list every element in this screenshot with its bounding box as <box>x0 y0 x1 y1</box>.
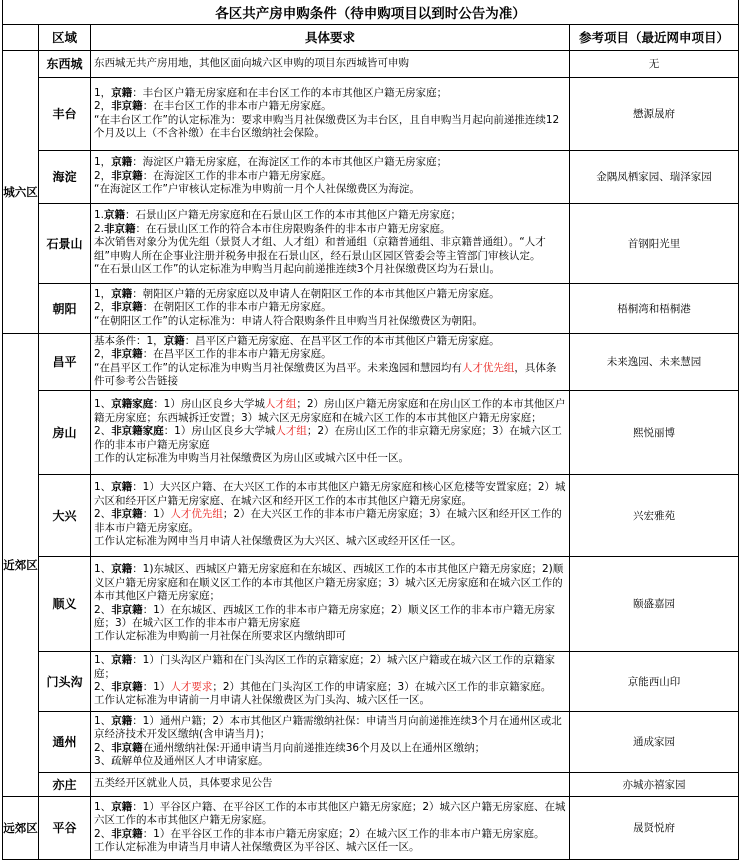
district-name: 丰台 <box>39 77 91 150</box>
highlight-text: 人才优先组 <box>170 508 223 521</box>
requirement-text: ：1）房山区良乡大学城 <box>163 425 276 438</box>
table-row <box>3 390 739 474</box>
requirement-text: ：1）房山区良乡大学城 <box>153 398 265 411</box>
requirement-text: 2、 <box>94 741 112 754</box>
requirement-line <box>94 563 566 603</box>
requirement-line <box>94 742 566 755</box>
requirements-cell <box>91 772 570 796</box>
requirement-text: 1， <box>94 287 112 300</box>
requirement-text: ：1)东城区、西城区户籍无房家庭和在东城区、西城区工作的本市其他区户籍无房家庭；2)顺义区户籍无房家庭和在顺义区工作的本市其他区户籍无房家庭；3）城六区无房家庭和在城六区工作的本市其他区户籍无房家庭； <box>94 563 564 603</box>
district-name: 通州 <box>39 711 91 772</box>
requirement-text: 非京籍 <box>111 169 143 182</box>
requirement-text: 1、 <box>94 800 112 813</box>
highlight-text: 人才组 <box>275 425 307 438</box>
requirement-text: ：在海淀区工作的非本市户籍无房家庭。 <box>142 169 332 182</box>
requirement-text: 2， <box>94 348 112 361</box>
table-row <box>3 203 739 283</box>
requirement-line <box>94 315 566 328</box>
requirement-text: ；2）在房山区工作的非京籍无房家庭；3）在城六区工作的非本市户籍无房家庭 <box>94 425 562 451</box>
requirement-text: 工作认定标准为网申当月申请人社保缴费区为大兴区、城六区或经开区任一区。 <box>94 535 462 548</box>
requirement-text: ；2）其他在门头沟区工作的申请家庭；3）在城六区工作的非京籍家庭。 <box>212 681 552 693</box>
requirement-text: 2、 <box>94 425 112 438</box>
requirements-cell <box>91 150 570 203</box>
district-name: 石景山 <box>39 203 91 283</box>
district-name: 大兴 <box>39 474 91 556</box>
requirement-line <box>94 777 566 790</box>
requirement-text: ：1） <box>142 681 171 693</box>
group-near: 近郊区 <box>3 333 39 796</box>
requirements-cell <box>91 203 570 283</box>
requirement-text: 2、 <box>94 508 112 521</box>
table-row <box>3 283 739 333</box>
requirement-text: 非京籍 <box>111 827 143 840</box>
requirement-text: “在朝阳区工作”的认定标准为：申请人符合限购条件且申购当月社保缴费区为朝阳。 <box>94 314 483 327</box>
requirement-text: 京籍 <box>104 209 126 222</box>
requirement-line <box>94 681 566 694</box>
requirement-line <box>94 535 566 548</box>
reference-project: 兴宏雅苑 <box>570 474 739 556</box>
requirement-line <box>94 841 566 854</box>
reference-project: 晟贤悦府 <box>570 796 739 859</box>
requirement-text: ：1）在平谷区工作的非本市户籍无房家庭；2）在城六区工作的非本市户籍无房家庭。 <box>142 827 545 840</box>
requirement-text: 工作认定标准为申请当月申请人社保缴费区为平谷区、城六区任一区。 <box>94 840 420 853</box>
requirement-text: 京籍 <box>111 654 133 667</box>
table-row <box>3 50 739 77</box>
requirement-text: 工作的认定标准为申购当月社保缴费区为房山区或城六区中任一区。 <box>94 452 409 465</box>
requirement-line <box>94 57 566 70</box>
district-name: 平谷 <box>39 796 91 859</box>
requirement-text: ；2）在大兴区工作的非本市户籍无房家庭；3）在城六区和经开区工作的非本市户籍无房家庭。 <box>94 508 562 534</box>
requirement-line <box>94 755 566 768</box>
requirement-line <box>94 335 566 348</box>
requirement-text: ：石景山区户籍无房家庭和在石景山区工作的本市其他区户籍无房家庭； <box>125 209 462 222</box>
requirement-line <box>94 694 566 707</box>
reference-project: 通成家园 <box>570 711 739 772</box>
requirement-line <box>94 87 566 100</box>
requirement-line <box>94 654 566 681</box>
requirement-line <box>94 715 566 742</box>
requirement-text: ：在朝阳区工作的非本市户籍无房家庭。 <box>142 301 332 314</box>
requirement-line <box>94 425 566 452</box>
header-blank <box>3 24 39 50</box>
requirement-text: 本次销售对象分为优先组（景贤人才组、人才组）和普通组（京籍普通组、非京籍普通组）。“人才组”申购人所在企事业注册并税务申报在石景山区，经石景山区园区管委会等主管部门审核认定。 <box>94 236 546 262</box>
requirement-text: 京籍 <box>111 86 133 99</box>
requirement-text: 非京籍 <box>111 348 143 361</box>
requirement-text: 京籍 <box>111 156 133 169</box>
requirement-line <box>94 452 566 465</box>
requirement-line <box>94 263 566 276</box>
requirement-text: 2， <box>94 169 112 182</box>
requirement-text: 非京籍 <box>111 508 143 521</box>
requirements-cell <box>91 390 570 474</box>
table-row <box>3 77 739 150</box>
reference-project: 亦城亦禧家园 <box>570 772 739 796</box>
reference-project: 京能西山印 <box>570 651 739 711</box>
requirements-cell <box>91 474 570 556</box>
requirement-text: ：1）大兴区户籍、在大兴区工作的本市其他区户籍无房家庭和核心区危楼等安置家庭；2）城六区和经开区户籍无房家庭、在城六区和经开区工作的本市其他区户籍无房家庭。 <box>94 481 566 507</box>
requirement-line <box>94 183 566 196</box>
district-name: 海淀 <box>39 150 91 203</box>
requirement-line <box>94 156 566 169</box>
requirement-text: 2. <box>94 222 105 235</box>
district-name: 顺义 <box>39 556 91 651</box>
requirement-line <box>94 209 566 222</box>
district-name: 东西城 <box>39 50 91 77</box>
requirement-line <box>94 114 566 141</box>
requirement-text: 京籍 <box>163 334 185 347</box>
requirement-text: 2， <box>94 100 112 113</box>
requirement-text: 非京籍 <box>111 301 143 314</box>
requirement-text: ：1）平谷区户籍、在平谷区工作的本市其他区户籍无房家庭；2）城六区户籍无房家庭、在城六区工作的本市其他区户籍无房家庭。 <box>94 800 566 827</box>
reference-project: 未来逸园、未来慧园 <box>570 333 739 390</box>
requirement-line <box>94 223 566 236</box>
district-name: 亦庄 <box>39 772 91 796</box>
requirement-line <box>94 508 566 535</box>
reference-project: 懋源晟府 <box>570 77 739 150</box>
requirement-line <box>94 301 566 314</box>
requirement-text: ；2）房山区户籍无房家庭和在房山区工作的本市其他区户籍无房家庭；东西城拆迁安置；3）城六区无房家庭和在城六区工作的本市其他区户籍无房家庭； <box>94 398 566 424</box>
requirement-line <box>94 604 566 631</box>
district-name: 昌平 <box>39 333 91 390</box>
requirement-text: 京籍 <box>111 481 133 494</box>
requirement-text: 京籍家庭 <box>111 398 154 411</box>
requirement-text: 非京籍 <box>111 100 143 113</box>
requirement-text: ：在昌平区工作的非本市户籍无房家庭。 <box>142 348 332 361</box>
requirement-line <box>94 481 566 508</box>
requirement-text: 1、 <box>94 563 112 576</box>
requirement-text: 在通州缴纳社保:开通申请当月向前递推连续36个月及以上在通州区缴纳； <box>142 741 486 754</box>
reference-project: 首钢阳光里 <box>570 203 739 283</box>
requirement-text: 1、 <box>94 654 112 667</box>
requirement-text: 非京籍 <box>111 603 143 616</box>
requirement-text: “在丰台区工作”的认定标准为：要求申购当月社保缴费区为丰台区，且自申购当月起向前递推连续12个月及以上（不含补缴）在丰台区缴纳社会保险。 <box>94 113 560 139</box>
reference-project: 梧桐湾和梧桐港 <box>570 283 739 333</box>
requirement-text: 1、 <box>94 481 112 494</box>
highlight-text: 人才优先组 <box>461 361 515 374</box>
table-row <box>3 772 739 796</box>
header-reference: 参考项目（最近网申项目） <box>570 24 739 50</box>
requirements-cell <box>91 77 570 150</box>
requirement-text: ：1）在东城区、西城区工作的非本市户籍无房家庭；2）顺义区工作的非本市户籍无房家庭；3）在城六区工作的非本市户籍无房家庭 <box>94 603 556 629</box>
requirement-text: 1、 <box>94 714 112 727</box>
requirement-text: 五类经开区就业人员，具体要求见公告 <box>94 777 273 790</box>
district-name: 朝阳 <box>39 283 91 333</box>
requirement-text: 2、 <box>94 827 112 840</box>
requirement-text: ：1） <box>142 508 171 521</box>
purchase-conditions-table <box>2 0 739 860</box>
requirement-line <box>94 348 566 361</box>
table-row <box>3 150 739 203</box>
requirement-text: 非京籍 <box>111 681 143 693</box>
highlight-text: 人才组 <box>264 398 297 411</box>
requirement-text: 非京籍 <box>104 222 136 235</box>
district-name: 房山 <box>39 390 91 474</box>
requirement-text: ：在石景山区工作的符合本市住房限购条件的非本市户籍无房家庭。 <box>135 222 451 235</box>
requirement-text: 2、 <box>94 681 112 693</box>
table-row <box>3 474 739 556</box>
requirement-text: ：海淀区户籍无房家庭，在海淀区工作的本市其他区户籍无房家庭； <box>132 156 448 169</box>
requirement-text: 2， <box>94 301 112 314</box>
requirement-text: 非京籍 <box>111 741 143 754</box>
requirement-text: 基本条件：1， <box>94 334 164 347</box>
group-far: 远郊区 <box>3 796 39 859</box>
requirement-line <box>94 828 566 841</box>
requirement-text: ：丰台区户籍无房家庭和在丰台区工作的本市其他区户籍无房家庭； <box>132 86 448 99</box>
requirement-text: “在昌平区工作”的认定标准为申购当月社保缴费区为昌平。未来逸园和慧园均有 <box>94 361 462 374</box>
requirements-cell <box>91 796 570 859</box>
requirements-cell <box>91 50 570 77</box>
requirement-text: ，具体条件可参考公告链接 <box>94 361 557 387</box>
reference-project: 金隅凤栖家园、瑞泽家园 <box>570 150 739 203</box>
requirement-text: 东西城无共产房用地，其他区面向城六区申购的项目东西城皆可申购 <box>94 56 409 69</box>
requirement-text: 1， <box>94 86 112 99</box>
requirement-text: “在石景山区工作”的认定标准为申购当月起向前递推连续3个月社保缴费区均为石景山。 <box>94 263 501 276</box>
requirement-text: 京籍 <box>111 563 133 576</box>
header-requirements: 具体要求 <box>91 24 570 50</box>
requirement-text: ：1）通州户籍；2）本市其他区户籍需缴纳社保：申请当月向前递推连续3个月在通州区或北京经济技术开发区缴纳(含申请当月)； <box>94 714 562 741</box>
requirement-line <box>94 288 566 301</box>
requirement-line <box>94 801 566 828</box>
reference-project: 颐盛嘉园 <box>570 556 739 651</box>
table-row <box>3 711 739 772</box>
table-title: 各区共产房申购条件（待申购项目以到时公告为准） <box>3 0 739 24</box>
header-district: 区域 <box>39 24 91 50</box>
requirement-line <box>94 100 566 113</box>
requirement-text: 1， <box>94 156 112 169</box>
requirement-text: 1. <box>94 209 105 222</box>
header-row <box>3 24 739 50</box>
requirement-text: 1、 <box>94 398 112 411</box>
requirement-text: 非京籍家庭 <box>111 425 164 438</box>
district-name: 门头沟 <box>39 651 91 711</box>
requirement-line <box>94 630 566 643</box>
requirement-line <box>94 236 566 263</box>
requirement-text: ：在丰台区工作的非本市户籍无房家庭。 <box>142 100 332 113</box>
requirement-text: ：1）门头沟区户籍和在门头沟区工作的京籍家庭；2）城六区户籍或在城六区工作的京籍家庭； <box>94 654 556 680</box>
requirements-cell <box>91 333 570 390</box>
requirement-text: “在海淀区工作”户审核认定标准为申购前一月个人社保缴费区为海淀。 <box>94 183 420 196</box>
table-row <box>3 651 739 711</box>
requirement-text: ：朝阳区户籍的无房家庭以及申请人在朝阳区工作的本市其他区户籍无房家庭。 <box>132 287 500 300</box>
requirement-text: 京籍 <box>111 800 133 813</box>
requirements-cell <box>91 651 570 711</box>
table-row <box>3 556 739 651</box>
table-row <box>3 333 739 390</box>
requirement-text: 2、 <box>94 603 112 616</box>
requirements-cell <box>91 283 570 333</box>
requirement-text: 3、疏解单位及通州区人才申请家庭。 <box>94 754 269 767</box>
group-city6: 城六区 <box>3 50 39 333</box>
requirement-text: 京籍 <box>111 287 133 300</box>
requirements-cell <box>91 711 570 772</box>
highlight-text: 人才要求 <box>170 681 213 693</box>
requirement-text: ：昌平区户籍无房家庭、在昌平区工作的本市其他区户籍无房家庭。 <box>184 334 500 347</box>
title-row <box>3 0 739 24</box>
requirement-line <box>94 398 566 425</box>
reference-project: 无 <box>570 50 739 77</box>
requirement-line <box>94 170 566 183</box>
table-row <box>3 796 739 859</box>
reference-project: 熙悦丽博 <box>570 390 739 474</box>
requirement-text: 工作认定标准为申购前一月社保在所要求区内缴纳即可 <box>94 630 346 643</box>
requirement-line <box>94 362 566 389</box>
requirement-text: 工作认定标准为申请前一月申请人社保缴费区为门头沟、城六区任一区。 <box>94 694 430 707</box>
requirements-cell <box>91 556 570 651</box>
requirement-text: 京籍 <box>111 714 133 727</box>
